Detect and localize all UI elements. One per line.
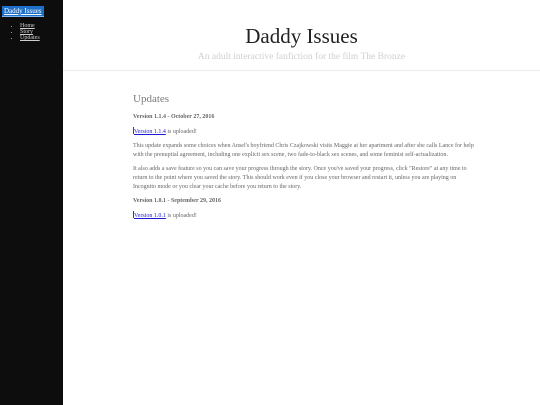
main-content	[133, 92, 478, 226]
version-link[interactable]: Version 1.1.4	[134, 129, 166, 135]
upload-notice-suffix: is uploaded!	[165, 213, 197, 219]
sidebar-nav	[0, 23, 63, 41]
sidebar-item-label[interactable]: Updates	[20, 35, 40, 41]
update-paragraph: This update expands some choices when Ansel's boyfriend Chris Czajkowski visits Maggie at her apartment and after she calls Lance for help with the prenuptial agreement, including one explicit sex scene, two fade-to-black sex scenes, and some feminist self-actualization.	[133, 143, 474, 158]
section-heading: Updates	[133, 93, 170, 105]
update-paragraph: It also adds a save feature so you can save your progress through the story. Once you've saved your progress, click "Restore" at any time to return to the point where you saved the story. This should work even if you close your browser and restart it, unless you are playing on Incognito mode or you clear your cache before you return to the story.	[133, 166, 467, 190]
page-header	[63, 0, 540, 71]
version-link[interactable]: Version 1.0.1	[134, 213, 166, 219]
sidebar-item-label[interactable]: Story	[20, 29, 34, 35]
upload-notice	[133, 127, 478, 137]
page-title: Daddy Issues	[245, 24, 358, 48]
upload-notice-suffix: is uploaded!	[165, 129, 197, 135]
page-subtitle: An adult interactive fanfiction for the film The Bronze	[197, 52, 406, 62]
upload-notice	[133, 211, 478, 221]
version-heading: Version 1.0.1 - September 29, 2016	[133, 198, 221, 204]
sidebar-item-updates[interactable]	[20, 35, 63, 41]
sidebar-item-label[interactable]: Home	[20, 23, 35, 29]
sidebar	[0, 0, 63, 405]
version-heading: Version 1.1.4 - October 27, 2016	[133, 114, 215, 120]
brand-link[interactable]: Daddy Issues	[4, 7, 42, 15]
